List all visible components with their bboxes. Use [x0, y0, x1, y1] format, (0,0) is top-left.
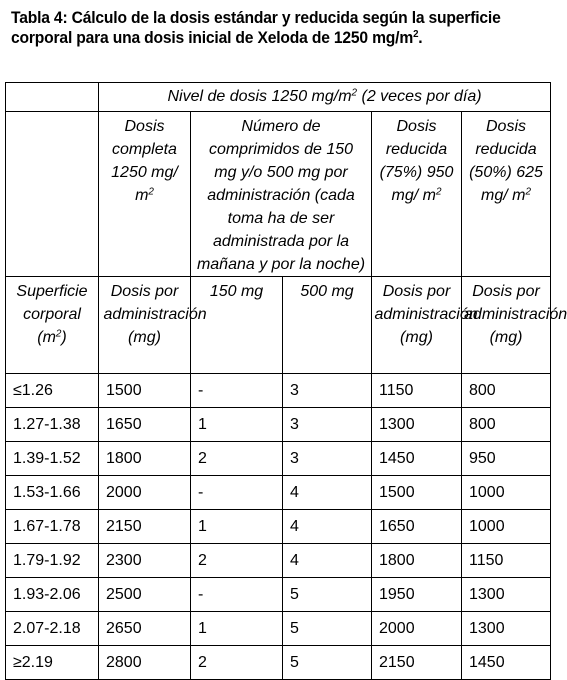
table-row	[6, 510, 551, 544]
tablet-500-cell: 3	[283, 442, 372, 476]
dose-50-header	[462, 277, 567, 374]
tablet-500-cell: 3	[283, 408, 372, 442]
tablet-150-cell: 2	[191, 544, 283, 578]
bsa-cell: 1.67-1.78	[6, 510, 99, 544]
tablet-150-cell: -	[191, 476, 283, 510]
dose-cell: 2650	[99, 612, 191, 646]
tablet-count-header	[191, 112, 372, 277]
dose-level-rest: (2 veces por día)	[357, 88, 482, 105]
dose-cell: 2800	[99, 646, 191, 680]
dose-level-header	[99, 83, 551, 112]
tablet-150-cell: 1	[191, 408, 283, 442]
tablet-500-cell: 4	[283, 510, 372, 544]
reduced-50-superscript: 2	[525, 186, 531, 198]
bsa-cell: 1.53-1.66	[6, 476, 99, 510]
tablet-150-cell: -	[191, 374, 283, 408]
table-row	[6, 374, 551, 408]
bsa-cell: 2.07-2.18	[6, 612, 99, 646]
dose-per-admin-header	[99, 277, 207, 374]
tablet-150-cell: 2	[191, 646, 283, 680]
bsa-header-end: )	[61, 329, 67, 346]
dose-50-cell: 1450	[462, 646, 551, 680]
dose-75-cell: 1950	[372, 578, 462, 612]
full-dose-superscript: 2	[148, 186, 154, 198]
table-row	[6, 646, 551, 680]
dose-cell: 2000	[99, 476, 191, 510]
tablet-150-cell: 2	[191, 442, 283, 476]
dose-table	[5, 82, 567, 680]
dose-per-admin-text: Dosis por administración (mg)	[103, 283, 207, 346]
dose-cell: 1500	[99, 374, 191, 408]
reduced-50-text: Dosis reducida (50%) 625 mg/ m	[469, 118, 543, 204]
bsa-header-text: Superficie corporal (m	[16, 283, 88, 346]
bsa-header	[6, 277, 99, 374]
dose-75-cell: 2000	[372, 612, 462, 646]
dose-level-text: Nivel de dosis 1250 mg/m	[167, 88, 352, 105]
tablet-500-cell: 5	[283, 578, 372, 612]
dose-cell: 2150	[99, 510, 191, 544]
dose-table-body	[6, 83, 567, 680]
caption-end: .	[418, 28, 423, 47]
dose-75-text: Dosis por administración (mg)	[374, 283, 478, 346]
dose-50-cell: 1000	[462, 476, 551, 510]
dose-50-cell: 950	[462, 442, 551, 476]
tablet-500-cell: 5	[283, 612, 372, 646]
blank-corner-cell	[6, 83, 99, 112]
dose-50-cell: 800	[462, 374, 551, 408]
reduced-75-text: Dosis reducida (75%) 950 mg/ m	[379, 118, 454, 204]
bsa-cell: ≥2.19	[6, 646, 99, 680]
reduced-75-superscript: 2	[435, 186, 442, 198]
unit-header-row	[6, 277, 551, 374]
bsa-header-superscript: 2	[55, 328, 62, 340]
dose-50-cell: 1300	[462, 612, 551, 646]
blank-bsa-cell	[6, 112, 99, 277]
tablet-500-header	[283, 277, 372, 374]
tablet-150-cell: 1	[191, 612, 283, 646]
tablet-500-text: 500 mg	[300, 283, 354, 300]
dose-cell: 2500	[99, 578, 191, 612]
bsa-cell: 1.93-2.06	[6, 578, 99, 612]
tablet-500-cell: 5	[283, 646, 372, 680]
sub-header-row	[6, 112, 551, 277]
dose-75-cell: 1150	[372, 374, 462, 408]
tablet-150-cell: -	[191, 578, 283, 612]
table-row	[6, 578, 551, 612]
table-caption	[11, 8, 508, 48]
bsa-cell: 1.79-1.92	[6, 544, 99, 578]
dose-75-header	[372, 277, 478, 374]
dose-75-cell: 1800	[372, 544, 462, 578]
tablet-count-text: Número de comprimidos de 150 mg y/o 500 mg por administración (cada toma ha de ser administrada por la mañana y por la noche)	[196, 118, 366, 273]
tablet-150-cell: 1	[191, 510, 283, 544]
dose-50-cell: 1000	[462, 510, 551, 544]
caption-text: Tabla 4: Cálculo de la dosis estándar y reducida según la superficie corporal para una dosis inicial de Xeloda de 1250 mg/m	[11, 8, 501, 47]
dose-50-cell: 800	[462, 408, 551, 442]
dose-75-cell: 1300	[372, 408, 462, 442]
dose-cell: 2300	[99, 544, 191, 578]
table-row	[6, 442, 551, 476]
tablet-150-header	[191, 277, 283, 374]
table-row	[6, 544, 551, 578]
reduced-75-header	[372, 112, 462, 277]
dose-75-cell: 1500	[372, 476, 462, 510]
dose-level-superscript: 2	[351, 87, 358, 99]
tablet-150-text: 150 mg	[209, 283, 264, 300]
bsa-cell: ≤1.26	[6, 374, 99, 408]
table-row	[6, 408, 551, 442]
bsa-cell: 1.27-1.38	[6, 408, 99, 442]
dose-50-cell: 1150	[462, 544, 551, 578]
full-dose-header	[99, 112, 191, 277]
dose-75-cell: 1650	[372, 510, 462, 544]
reduced-50-header	[462, 112, 551, 277]
bsa-cell: 1.39-1.52	[6, 442, 99, 476]
table-row	[6, 612, 551, 646]
tablet-500-cell: 4	[283, 544, 372, 578]
caption-superscript: 2	[413, 28, 419, 41]
tablet-500-cell: 3	[283, 374, 372, 408]
dose-cell: 1800	[99, 442, 191, 476]
group-header-row	[6, 83, 551, 112]
dose-75-cell: 2150	[372, 646, 462, 680]
dose-cell: 1650	[99, 408, 191, 442]
dose-75-cell: 1450	[372, 442, 462, 476]
full-dose-text: Dosis completa 1250 mg/ m	[111, 118, 178, 204]
dose-50-cell: 1300	[462, 578, 551, 612]
dose-50-text: Dosis por administración (mg)	[464, 283, 567, 346]
table-row	[6, 476, 551, 510]
tablet-500-cell: 4	[283, 476, 372, 510]
